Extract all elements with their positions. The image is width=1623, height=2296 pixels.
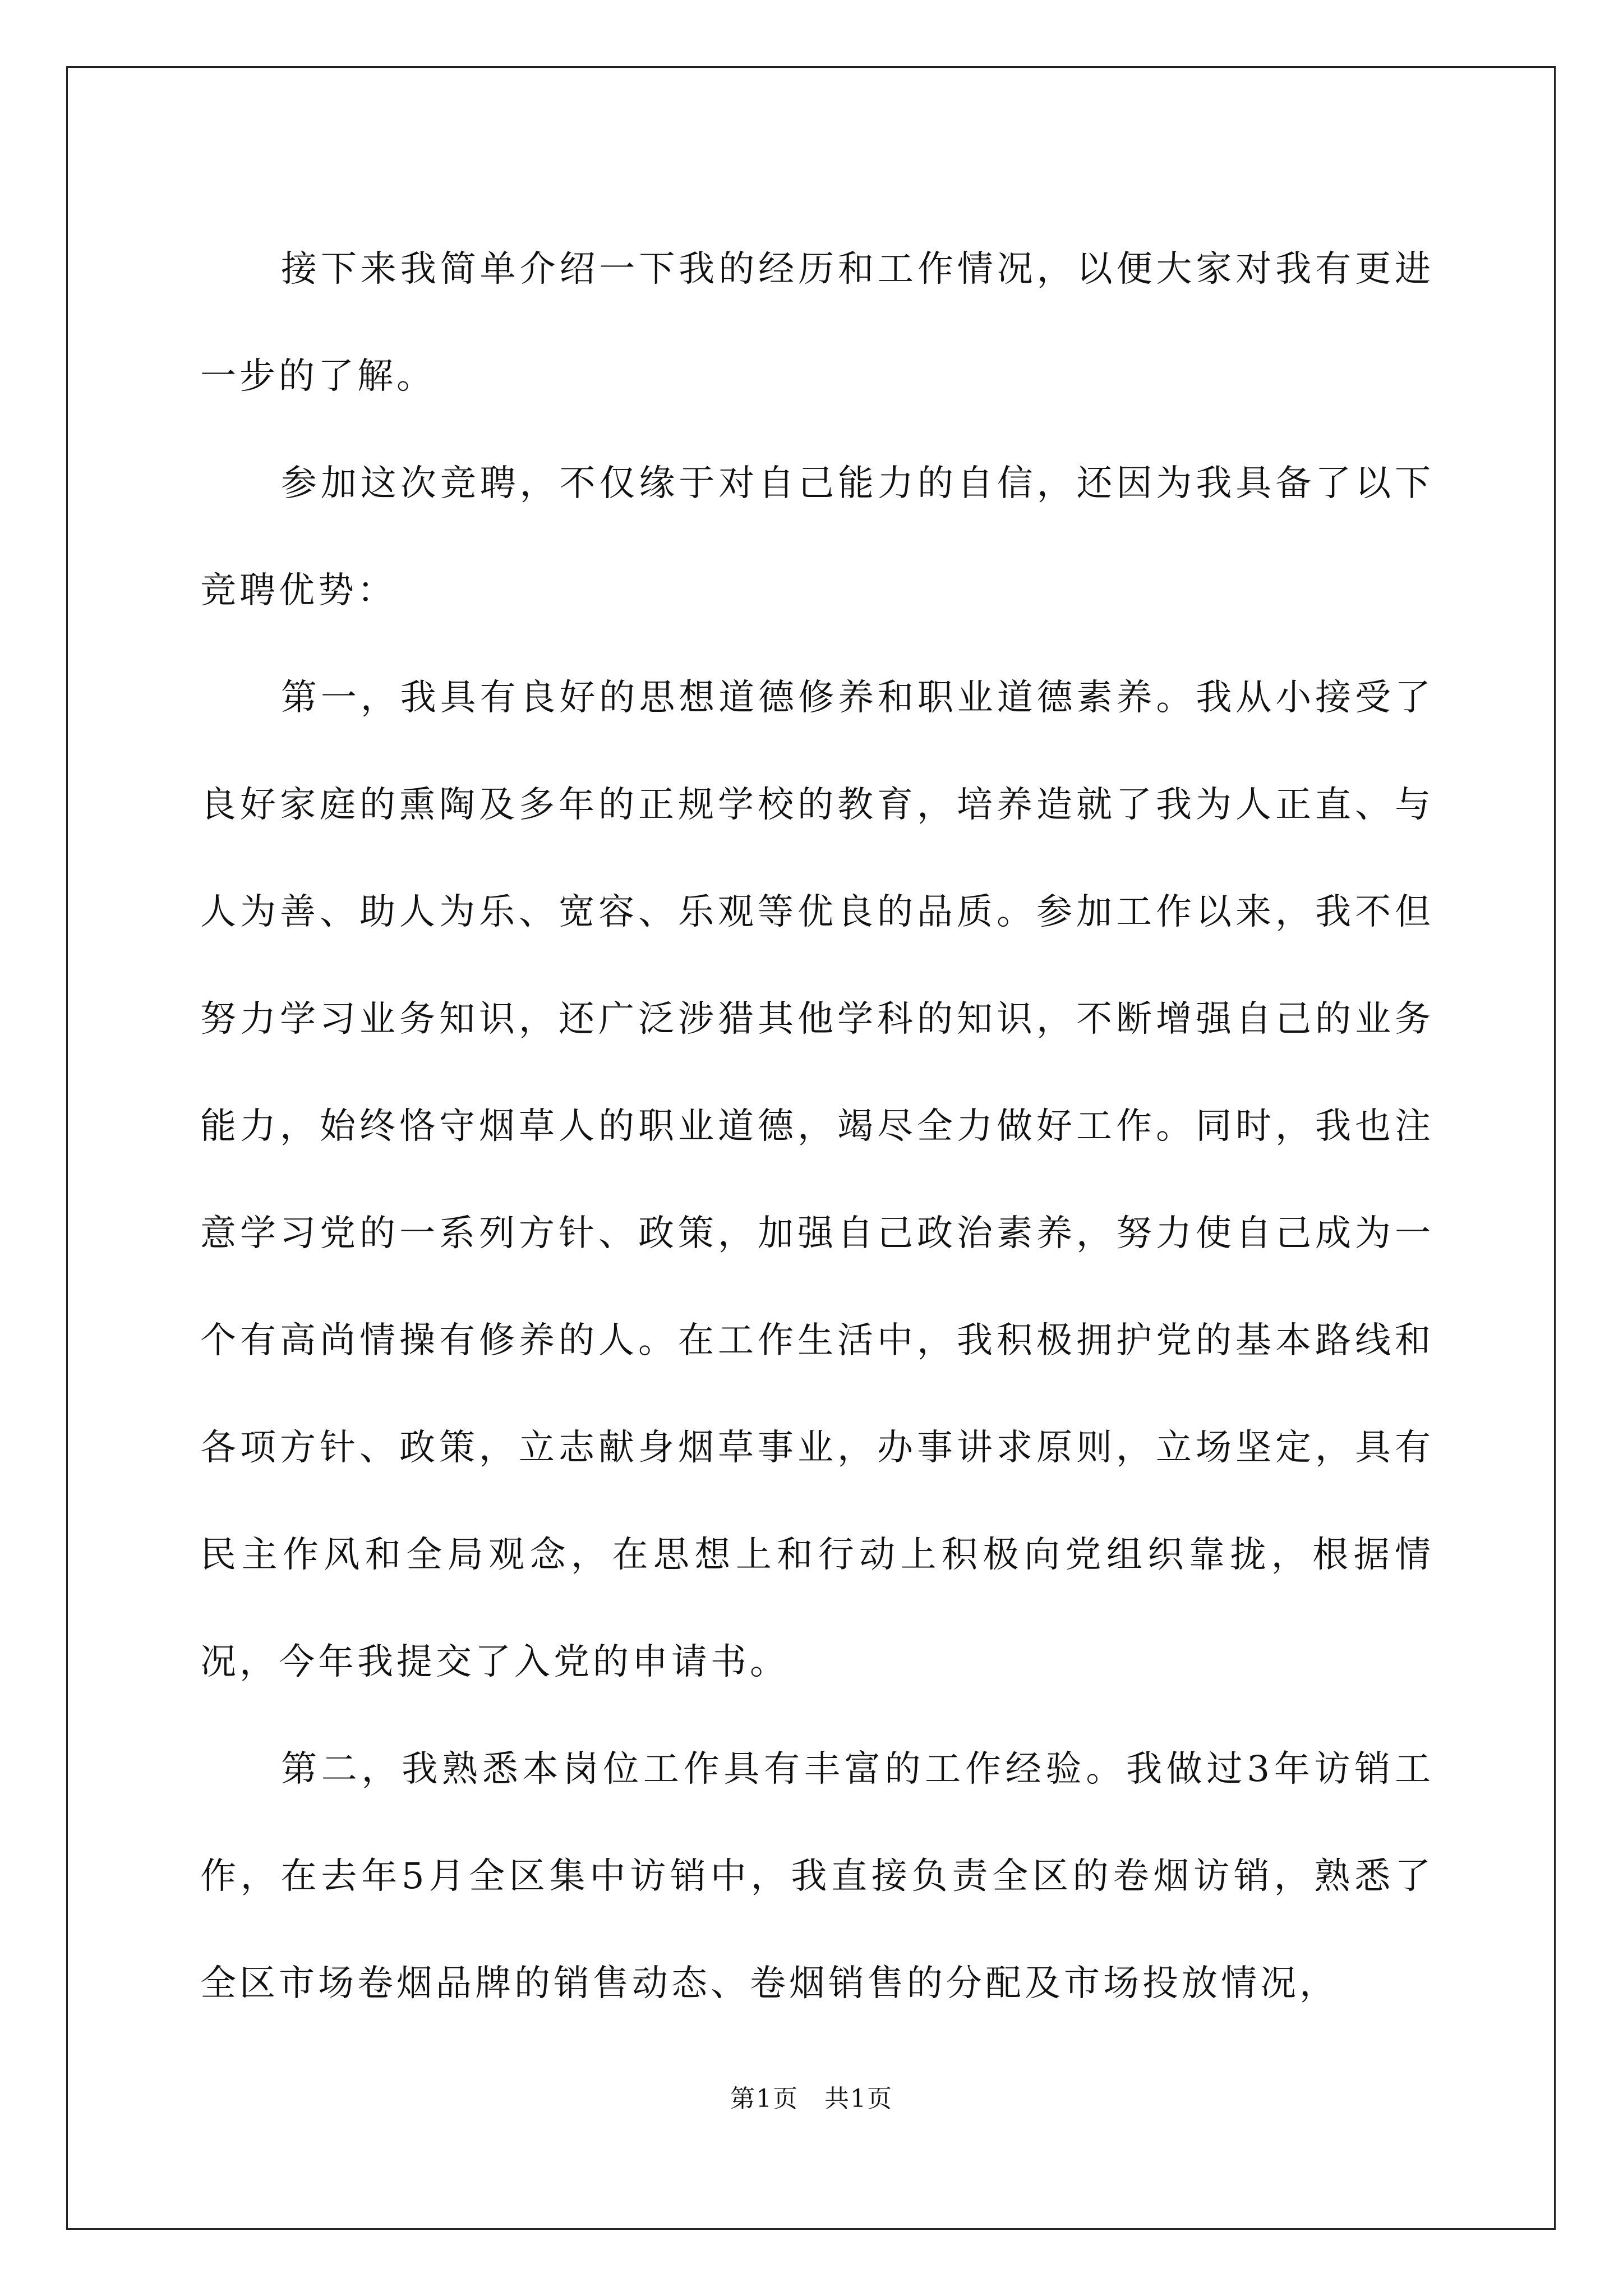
paragraph-second-advantage: 第二，我熟悉本岗位工作具有丰富的工作经验。我做过3年访销工作，在去年5月全区集中访销中，我直接负责全区的卷烟访销，熟悉了全区市场卷烟品牌的销售动态、卷烟销售的分配及市场投放情况，	[200, 1749, 1434, 2004]
page-footer: 第1页 共1页	[730, 2085, 893, 2113]
paragraph-first-advantage: 第一，我具有良好的思想道德修养和职业道德素养。我从小接受了良好家庭的熏陶及多年的正规学校的教育，培养造就了我为人正直、与人为善、助人为乐、宽容、乐观等优良的品质。参加工作以来，我不但努力学习业务知识，还广泛涉猎其他学科的知识，不断增强自己的业务能力，始终恪守烟草人的职业道德，竭尽全力做好工作。同时，我也注意学习党的一系列方针、政策，加强自己政治素养，努力使自己成为一个有高尚情操有修养的人。在工作生活中，我积极拥护党的基本路线和各项方针、政策，立志献身烟草事业，办事讲求原则，立场坚定，具有民主作风和全局观念，在思想上和行动上积极向党组织靠拢，根据情况，今年我提交了入党的申请书。	[200, 677, 1434, 1683]
paragraph-intro: 接下来我简单介绍一下我的经历和工作情况，以便大家对我有更进一步的了解。	[200, 249, 1434, 397]
document-body	[200, 216, 1434, 2037]
paragraph-reason: 参加这次竞聘，不仅缘于对自己能力的自信，还因为我具备了以下竞聘优势：	[200, 463, 1434, 611]
